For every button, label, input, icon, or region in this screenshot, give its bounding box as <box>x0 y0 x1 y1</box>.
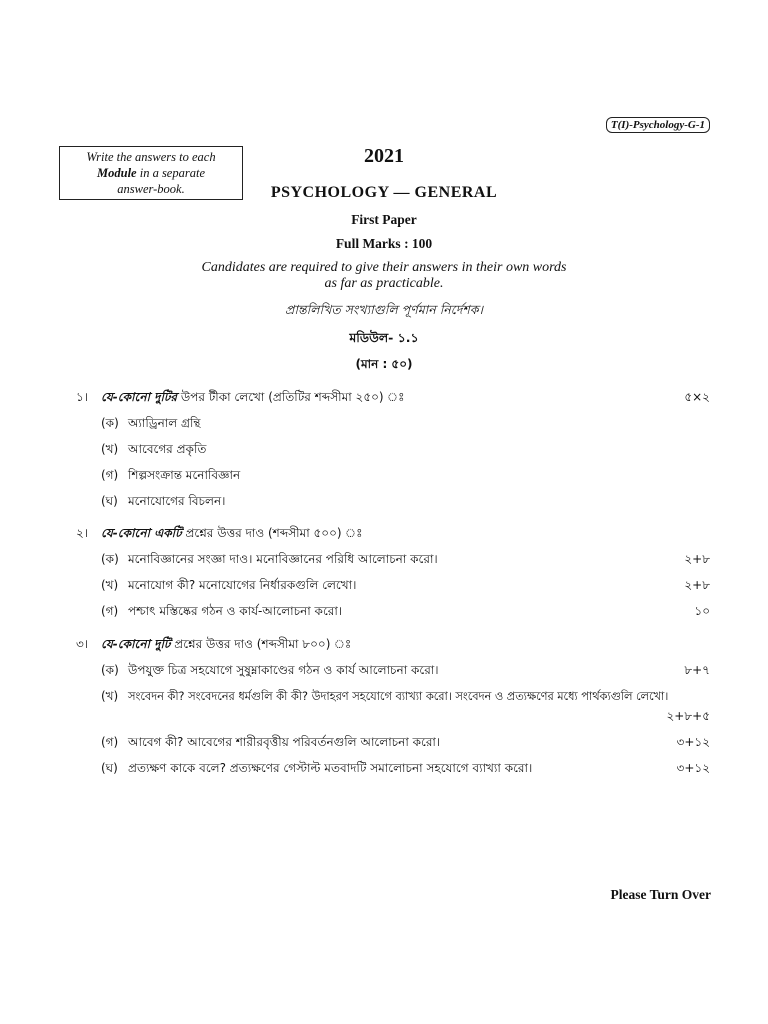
instruction-line-1: Write the answers to each <box>86 150 216 164</box>
subject-title: PSYCHOLOGY — GENERAL <box>270 184 498 201</box>
please-turn-over: Please Turn Over <box>610 887 711 902</box>
part-label: (ঘ) <box>101 761 118 775</box>
part-label: (খ) <box>101 578 119 592</box>
question-text <box>101 636 351 656</box>
paper-code: T(I)-Psychology-G-1 <box>606 117 710 133</box>
candidates-line-2: as far as practicable. <box>324 276 444 291</box>
part-marks: ১০ <box>694 604 710 618</box>
part-label: (গ) <box>101 468 119 482</box>
part-marks: ৮+৭ <box>684 663 710 677</box>
question-instruction: প্রশ্নের উত্তর দাও (শব্দসীমা ৫০০) ঃ <box>181 526 363 540</box>
instruction-module-word: Module <box>97 166 137 180</box>
part-text: মনোযোগ কী? মনোযোগের নির্ধারকগুলি লেখো। <box>128 578 357 592</box>
candidates-line-1: Candidates are required to give their answers in their own words <box>201 260 567 275</box>
part-marks: ২+৮ <box>684 552 710 566</box>
part-marks: ২+৮+৫ <box>666 709 710 723</box>
part-label: (ক) <box>101 416 119 430</box>
part-text: আবেগ কী? আবেগের শারীরবৃত্তীয় পরিবর্তনগুলি আলোচনা করো। <box>128 735 441 749</box>
candidates-instruction <box>0 260 768 292</box>
question-lead: যে-কোনো একটি <box>101 526 182 540</box>
instruction-line-2-rest: in a separate <box>136 166 205 180</box>
part-text: উপযুক্ত চিত্র সহযোগে সুষুম্নাকাণ্ডের গঠন ও কার্য আলোচনা করো। <box>128 663 439 677</box>
part-marks: ৩+১২ <box>676 761 710 775</box>
part-label: (গ) <box>101 735 119 749</box>
part-label: (গ) <box>101 604 119 618</box>
part-label: (খ) <box>101 689 119 703</box>
question-number: ৩। <box>76 637 89 651</box>
part-text: প্রত্যক্ষণ কাকে বলে? প্রত্যক্ষণের গেস্টাল্ট মতবাদটি সমালোচনা সহযোগে ব্যাখ্যা করো। <box>128 761 533 775</box>
question-instruction: প্রশ্নের উত্তর দাও (শব্দসীমা ৮০০) ঃ <box>170 637 352 651</box>
module-title: মডিউল- ১.১ <box>349 330 419 345</box>
exam-year: 2021 <box>364 145 404 167</box>
part-label: (খ) <box>101 442 119 456</box>
part-label: (ক) <box>101 552 119 566</box>
question-number: ১। <box>76 390 89 404</box>
part-text: আবেগের প্রকৃতি <box>128 442 207 456</box>
part-text: অ্যাড্রিনাল গ্রন্থি <box>128 416 201 430</box>
paper-title: First Paper <box>351 212 417 227</box>
part-marks: ৩+১২ <box>676 735 710 749</box>
module-marks: (মান : ৫০) <box>355 357 413 371</box>
instruction-line-3: answer-book. <box>117 182 185 196</box>
question-number: ২। <box>76 526 89 540</box>
part-text: মনোবিজ্ঞানের সংজ্ঞা দাও। মনোবিজ্ঞানের পরিধি আলোচনা করো। <box>128 552 438 566</box>
margin-note: প্রান্তলিখিত সংখ্যাগুলি পূর্ণমান নির্দেশক। <box>285 302 483 317</box>
part-label: (ঘ) <box>101 494 118 508</box>
part-label: (ক) <box>101 663 119 677</box>
part-text: শিল্পসংক্রান্ত মনোবিজ্ঞান <box>128 468 241 482</box>
question-text <box>101 525 363 545</box>
question-lead: যে-কোনো দুটি <box>101 637 171 651</box>
question-marks: ৫×২ <box>684 390 710 404</box>
full-marks: Full Marks : 100 <box>335 236 433 251</box>
part-marks: ২+৮ <box>684 578 710 592</box>
part-text: সংবেদন কী? সংবেদনের ধর্মগুলি কী কী? উদাহরণ সহযোগে ব্যাখ্যা করো। সংবেদন ও প্রত্যক্ষণের মধ্যে পার্থক্যগুলি লেখো। <box>128 690 669 703</box>
question-text <box>101 389 405 409</box>
question-lead: যে-কোনো দুটির <box>101 390 178 404</box>
part-text: পশ্চাৎ মস্তিষ্কের গঠন ও কার্য-আলোচনা করো। <box>128 604 343 618</box>
part-text: মনোযোগের বিচলন। <box>128 494 226 508</box>
question-instruction: উপর টীকা লেখো (প্রতিটির শব্দসীমা ২৫০) ঃ <box>177 390 405 404</box>
